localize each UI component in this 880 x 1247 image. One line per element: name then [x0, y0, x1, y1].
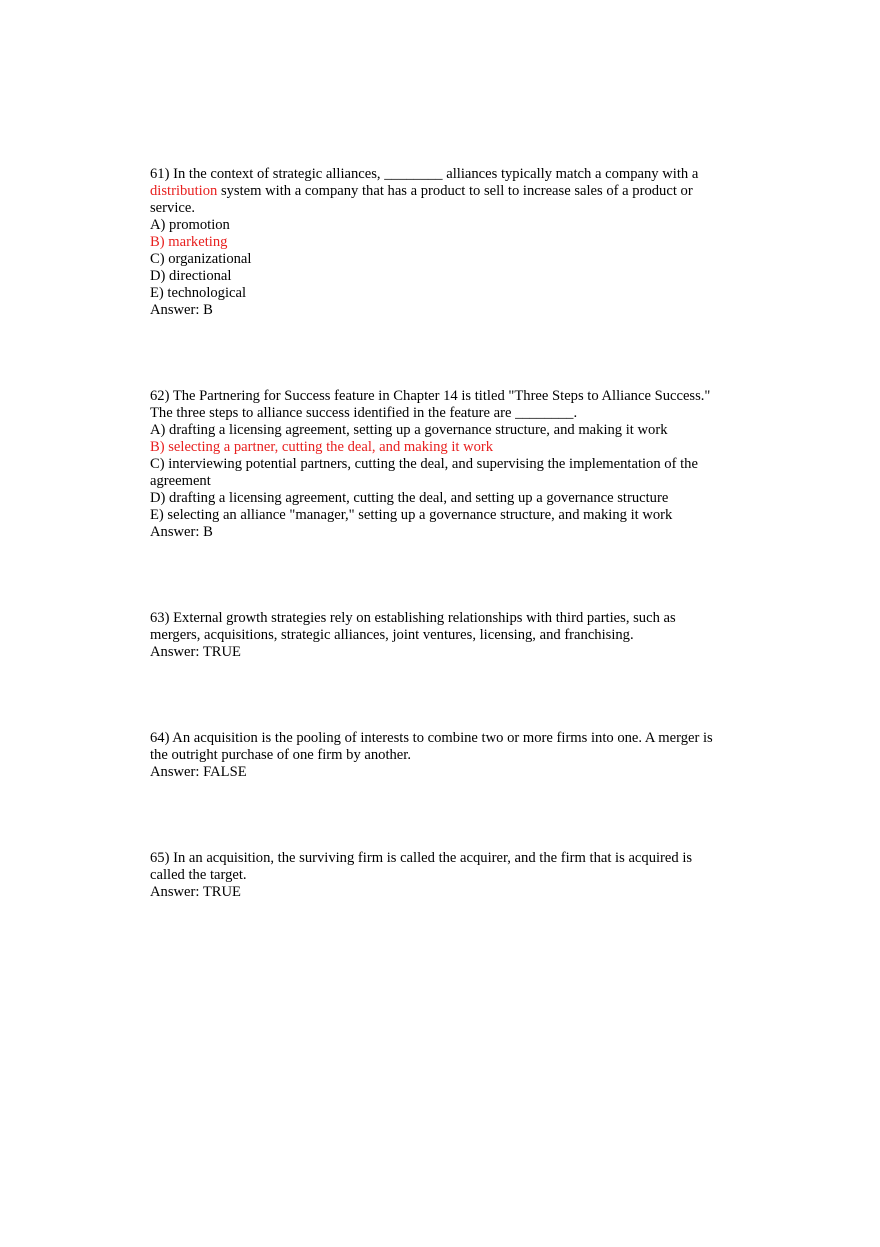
question-text-fragment: system with a company that has a product to sell to increase sales of a product or	[217, 183, 693, 199]
question-61	[150, 166, 750, 319]
option-a: A) promotion	[150, 217, 230, 233]
question-text-line: service.	[150, 200, 195, 216]
option-e: E) technological	[150, 285, 247, 301]
question-62	[150, 388, 750, 541]
option-a: A) drafting a licensing agreement, setting up a governance structure, and making it work	[150, 422, 668, 438]
answer: Answer: FALSE	[150, 764, 247, 780]
question-text-line: 62) The Partnering for Success feature in Chapter 14 is titled "Three Steps to Alliance Success."	[150, 388, 711, 404]
question-64	[150, 730, 750, 781]
question-text-line: mergers, acquisitions, strategic alliances, joint ventures, licensing, and franchising.	[150, 627, 634, 643]
question-text-line: the outright purchase of one firm by another.	[150, 747, 411, 763]
option-c: C) organizational	[150, 251, 252, 267]
option-c: C) interviewing potential partners, cutting the deal, and supervising the implementation of the	[150, 456, 698, 472]
option-d: D) directional	[150, 268, 232, 284]
option-e: E) selecting an alliance "manager," setting up a governance structure, and making it work	[150, 507, 673, 523]
option-b-correct: B) marketing	[150, 234, 228, 250]
option-c-continued: agreement	[150, 473, 211, 489]
question-text-line: called the target.	[150, 867, 247, 883]
question-text-line: 65) In an acquisition, the surviving firm is called the acquirer, and the firm that is acquired is	[150, 850, 693, 866]
answer: Answer: TRUE	[150, 884, 241, 900]
highlighted-word: distribution	[150, 183, 218, 199]
question-65	[150, 850, 750, 901]
answer: Answer: B	[150, 302, 213, 318]
option-b-correct: B) selecting a partner, cutting the deal, and making it work	[150, 439, 494, 455]
option-d: D) drafting a licensing agreement, cutting the deal, and setting up a governance structure	[150, 490, 669, 506]
question-text-line: 64) An acquisition is the pooling of interests to combine two or more firms into one. A merger is	[150, 730, 713, 746]
question-63	[150, 610, 750, 661]
question-text-line: 61) In the context of strategic alliances, ________ alliances typically match a company with a	[150, 166, 699, 182]
answer: Answer: B	[150, 524, 213, 540]
question-text-line	[150, 183, 750, 200]
question-text-line: The three steps to alliance success identified in the feature are ________.	[150, 405, 578, 421]
answer: Answer: TRUE	[150, 644, 241, 660]
question-text-line: 63) External growth strategies rely on establishing relationships with third parties, such as	[150, 610, 676, 626]
